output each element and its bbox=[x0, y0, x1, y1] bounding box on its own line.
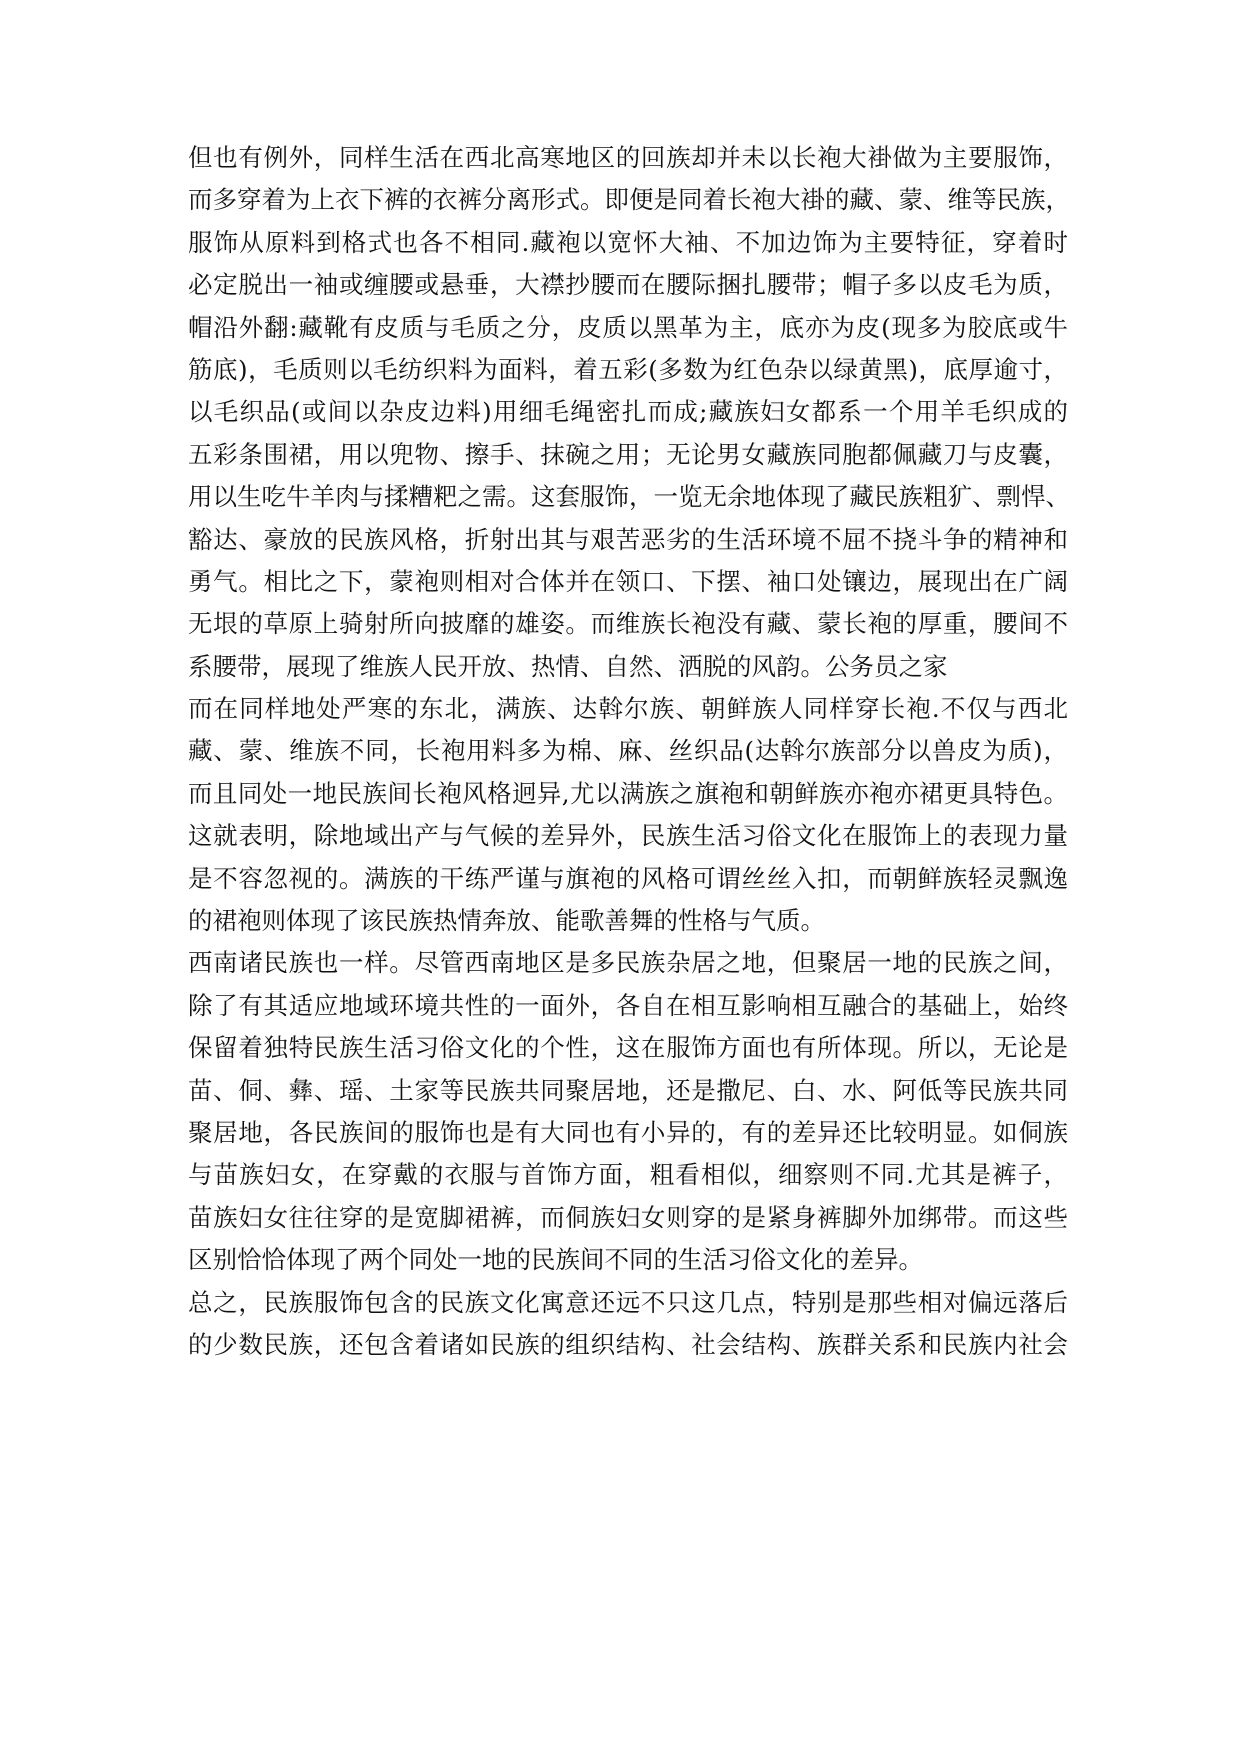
text-line: 必定脱出一袖或缠腰或悬垂，大襟抄腰而在腰际捆扎腰带；帽子多以皮毛为质， bbox=[188, 270, 1068, 300]
text-line: 的少数民族，还包含着诸如民族的组织结构、社会结构、族群关系和民族内社会 bbox=[188, 1329, 1068, 1359]
text-line: 保留着独特民族生活习俗文化的个性，这在服饰方面也有所体现。所以，无论是 bbox=[188, 1033, 1068, 1063]
paragraph-northeast-costume bbox=[188, 688, 1068, 942]
text-line: 服饰从原料到格式也各不相同.藏袍以宽怀大袖、不加边饰为主要特征，穿着时 bbox=[188, 227, 1068, 257]
text-line: 聚居地，各民族间的服饰也是有大同也有小异的，有的差异还比较明显。如侗族 bbox=[188, 1117, 1068, 1147]
text-line: 豁达、豪放的民族风格，折射出其与艰苦恶劣的生活环境不屈不挠斗争的精神和 bbox=[188, 524, 1068, 554]
text-line: 而在同样地处严寒的东北，满族、达斡尔族、朝鲜族人同样穿长袍.不仅与西北 bbox=[188, 694, 1068, 724]
text-line: 五彩条围裙，用以兜物、擦手、抹碗之用；无论男女藏族同胞都佩藏刀与皮囊， bbox=[188, 439, 1068, 469]
text-line: 总之，民族服饰包含的民族文化寓意还远不只这几点，特别是那些相对偏远落后 bbox=[188, 1287, 1068, 1317]
text-line: 是不容忽视的。满族的干练严谨与旗袍的风格可谓丝丝入扣，而朝鲜族轻灵飘逸 bbox=[188, 863, 1068, 893]
text-line: 的裙袍则体现了该民族热情奔放、能歌善舞的性格与气质。 bbox=[188, 906, 825, 936]
text-line: 用以生吃牛羊肉与揉糟粑之需。这套服饰，一览无余地体现了藏民族粗犷、剽悍、 bbox=[188, 482, 1070, 512]
text-line: 苗、侗、彝、瑶、土家等民族共同聚居地，还是撒尼、白、水、阿低等民族共同 bbox=[188, 1075, 1068, 1105]
text-line: 这就表明，除地域出产与气候的差异外，民族生活习俗文化在服饰上的表现力量 bbox=[188, 821, 1068, 851]
text-line: 除了有其适应地域环境共性的一面外，各自在相互影响相互融合的基础上，始终 bbox=[188, 990, 1068, 1020]
text-line: 但也有例外，同样生活在西北高寒地区的回族却并未以长袍大褂做为主要服饰， bbox=[188, 143, 1068, 172]
text-line: 区别恰恰体现了两个同处一地的民族间不同的生活习俗文化的差异。 bbox=[188, 1245, 923, 1275]
text-line: 帽沿外翻:藏靴有皮质与毛质之分，皮质以黑革为主，底亦为皮(现多为胶底或牛 bbox=[188, 312, 1068, 342]
text-line: 筋底)，毛质则以毛纺织料为面料，着五彩(多数为红色杂以绿黄黑)，底厚逾寸， bbox=[188, 354, 1068, 384]
paragraph-conclusion bbox=[188, 1282, 1068, 1367]
text-line: 勇气。相比之下，蒙袍则相对合体并在领口、下摆、袖口处镶边，展现出在广阔 bbox=[188, 566, 1068, 596]
paragraph-northwest-costume bbox=[188, 137, 1068, 688]
text-line: 而多穿着为上衣下裤的衣裤分离形式。即便是同着长袍大褂的藏、蒙、维等民族， bbox=[188, 185, 1070, 215]
document-page bbox=[188, 137, 1068, 1366]
text-line: 而且同处一地民族间长袍风格迥异,尤以满族之旗袍和朝鲜族亦袍亦裙更具特色。 bbox=[188, 778, 1068, 808]
text-line: 以毛织品(或间以杂皮边料)用细毛绳密扎而成;藏族妇女都系一个用羊毛织成的 bbox=[188, 397, 1068, 427]
text-line: 与苗族妇女，在穿戴的衣服与首饰方面，粗看相似，细察则不同.尤其是裤子， bbox=[188, 1160, 1068, 1190]
text-line: 藏、蒙、维族不同，长袍用料多为棉、麻、丝织品(达斡尔族部分以兽皮为质)， bbox=[188, 736, 1068, 766]
paragraph-southwest-costume bbox=[188, 942, 1068, 1281]
text-line: 无垠的草原上骑射所向披靡的雄姿。而维族长袍没有藏、蒙长袍的厚重，腰间不 bbox=[188, 609, 1068, 639]
text-line: 系腰带，展现了维族人民开放、热情、自然、洒脱的风韵。公务员之家 bbox=[188, 651, 948, 681]
text-line: 西南诸民族也一样。尽管西南地区是多民族杂居之地，但聚居一地的民族之间， bbox=[188, 948, 1068, 978]
text-line: 苗族妇女往往穿的是宽脚裙裤，而侗族妇女则穿的是紧身裤脚外加绑带。而这些 bbox=[188, 1202, 1068, 1232]
